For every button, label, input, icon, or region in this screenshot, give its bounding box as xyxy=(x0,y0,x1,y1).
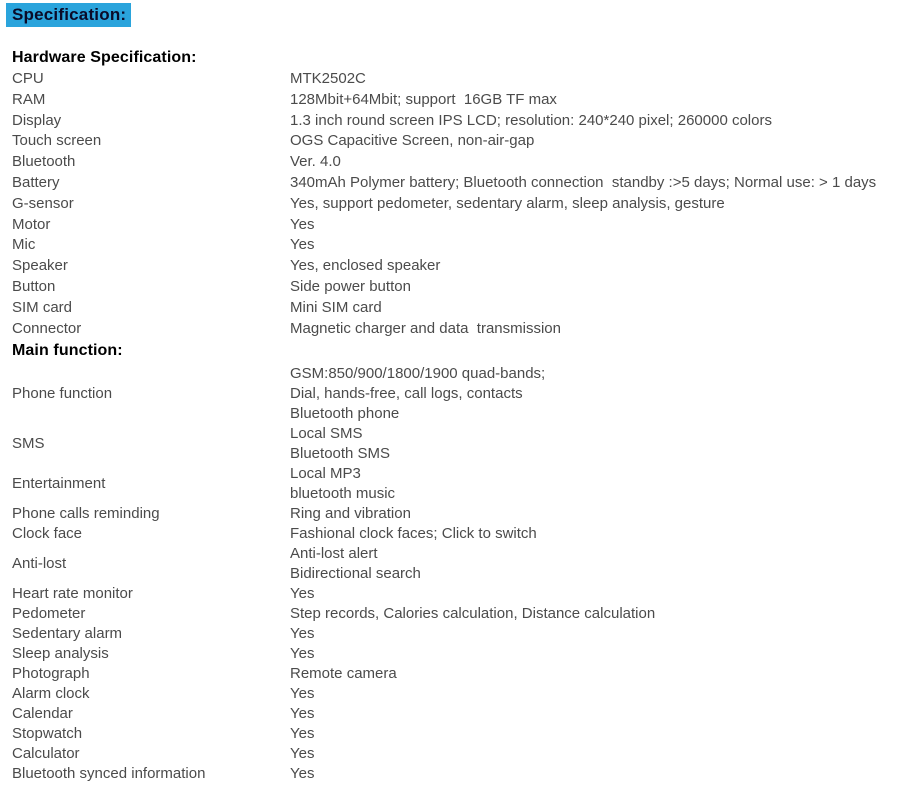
spec-row xyxy=(12,504,890,524)
spec-row xyxy=(12,524,890,544)
spec-row xyxy=(12,624,890,644)
spec-table xyxy=(12,364,890,784)
spec-label: Calendar xyxy=(12,705,73,723)
spec-value-line: GSM:850/900/1800/1900 quad-bands; xyxy=(290,365,546,383)
spec-row xyxy=(12,319,890,340)
spec-value xyxy=(290,194,890,215)
spec-value-line: Yes xyxy=(290,725,315,743)
spec-value xyxy=(290,544,890,584)
spec-label: Phone function xyxy=(12,385,113,403)
spec-value xyxy=(290,664,890,684)
spec-value xyxy=(290,584,890,604)
spec-row xyxy=(12,744,890,764)
spec-value-line: Yes xyxy=(290,625,315,643)
spec-label: Clock face xyxy=(12,525,83,543)
spec-value-line: Fashional clock faces; Click to switch xyxy=(290,525,537,543)
spec-row xyxy=(12,644,890,664)
spec-row xyxy=(12,111,890,132)
spec-label: Button xyxy=(12,277,56,295)
spec-label: Calculator xyxy=(12,745,80,763)
spec-label: Connector xyxy=(12,319,82,337)
spec-row xyxy=(12,604,890,624)
spec-value-line: Bluetooth SMS xyxy=(290,445,391,463)
spec-row xyxy=(12,724,890,744)
spec-value xyxy=(290,173,890,194)
spec-row xyxy=(12,90,890,111)
spec-value-line: MTK2502C xyxy=(290,70,366,87)
spec-value-line: Bluetooth phone xyxy=(290,405,400,423)
spec-value xyxy=(290,215,890,236)
page-title: Specification: xyxy=(6,3,131,27)
spec-value xyxy=(290,424,890,464)
spec-value-line: Bidirectional search xyxy=(290,565,421,583)
spec-row xyxy=(12,684,890,704)
spec-value-line: bluetooth music xyxy=(290,485,396,503)
spec-row xyxy=(12,131,890,152)
spec-row xyxy=(12,584,890,604)
spec-value xyxy=(290,644,890,664)
spec-row xyxy=(12,364,890,424)
spec-row xyxy=(12,298,890,319)
spec-label: Anti-lost xyxy=(12,555,67,573)
spec-row xyxy=(12,152,890,173)
spec-row xyxy=(12,424,890,464)
spec-row xyxy=(12,464,890,504)
spec-value-line: Yes xyxy=(290,745,315,763)
spec-row xyxy=(12,277,890,298)
spec-value xyxy=(290,152,890,173)
spec-value-line: Remote camera xyxy=(290,665,397,683)
spec-row xyxy=(12,704,890,724)
spec-label: SIM card xyxy=(12,298,73,316)
spec-label: Touch screen xyxy=(12,132,102,150)
spec-value-line: Yes xyxy=(290,645,315,663)
spec-value-line: Yes xyxy=(290,685,315,703)
spec-row xyxy=(12,764,890,784)
spec-label: Bluetooth synced information xyxy=(12,765,206,783)
spec-label: Motor xyxy=(12,215,51,233)
spec-label: Speaker xyxy=(12,257,68,275)
spec-label: Battery xyxy=(12,173,60,191)
spec-value xyxy=(290,524,890,544)
spec-value-line: 128Mbit+64Mbit; support 16GB TF max xyxy=(290,90,557,108)
spec-row xyxy=(12,256,890,277)
spec-value xyxy=(290,684,890,704)
spec-label: CPU xyxy=(12,70,44,87)
spec-value-line: Ring and vibration xyxy=(290,505,411,523)
spec-value xyxy=(290,724,890,744)
spec-value-line: 340mAh Polymer battery; Bluetooth connection standby :>5 days; Normal use: > 1 days xyxy=(290,173,877,191)
spec-label: Bluetooth xyxy=(12,153,76,171)
spec-label: RAM xyxy=(12,90,46,108)
spec-row xyxy=(12,173,890,194)
spec-label: Photograph xyxy=(12,665,90,683)
title-line xyxy=(12,3,890,27)
spec-value-line: Dial, hands-free, call logs, contacts xyxy=(290,385,523,403)
spec-value xyxy=(290,90,890,111)
spec-value xyxy=(290,69,890,90)
spec-value-line: Step records, Calories calculation, Distance calculation xyxy=(290,605,656,623)
spec-value-line: Yes xyxy=(290,705,315,723)
spec-value-line: Yes xyxy=(290,585,315,603)
spec-label: Heart rate monitor xyxy=(12,585,133,603)
spec-value xyxy=(290,604,890,624)
spec-label: Mic xyxy=(12,236,36,254)
spec-row xyxy=(12,215,890,236)
spec-value-line: Local MP3 xyxy=(290,465,361,483)
spec-value-line: Local SMS xyxy=(290,425,363,443)
spec-value xyxy=(290,464,890,504)
spec-value xyxy=(290,364,890,424)
spec-value-line: Side power button xyxy=(290,277,411,295)
spec-value xyxy=(290,298,890,319)
spec-row xyxy=(12,235,890,256)
spec-row xyxy=(12,544,890,584)
spec-value-line: Anti-lost alert xyxy=(290,545,378,563)
spec-row xyxy=(12,664,890,684)
spec-label: Display xyxy=(12,111,62,129)
spec-value xyxy=(290,504,890,524)
spec-label: Phone calls reminding xyxy=(12,505,160,523)
spec-value-line: 1.3 inch round screen IPS LCD; resolution: 240*240 pixel; 260000 colors xyxy=(290,111,772,129)
spec-value xyxy=(290,704,890,724)
spec-label: Sleep analysis xyxy=(12,645,109,663)
spec-value xyxy=(290,744,890,764)
spec-value-line: Yes, enclosed speaker xyxy=(290,257,441,275)
spec-value xyxy=(290,764,890,784)
spec-value-line: Mini SIM card xyxy=(290,298,382,316)
spec-value-line: Yes xyxy=(290,215,315,233)
spec-value-line: Yes, support pedometer, sedentary alarm, sleep analysis, gesture xyxy=(290,194,725,212)
spec-value xyxy=(290,277,890,298)
spec-label: SMS xyxy=(12,435,45,453)
spec-label: Stopwatch xyxy=(12,725,83,743)
spec-label: Alarm clock xyxy=(12,685,90,703)
spec-value xyxy=(290,624,890,644)
spec-label: Sedentary alarm xyxy=(12,625,123,643)
spec-value xyxy=(290,256,890,277)
spec-value-line: Yes xyxy=(290,765,315,783)
spec-value-line: Ver. 4.0 xyxy=(290,153,341,171)
spec-label: Entertainment xyxy=(12,475,106,493)
spec-label: G-sensor xyxy=(12,194,74,212)
spec-value-line: OGS Capacitive Screen, non-air-gap xyxy=(290,132,535,150)
section-heading: Hardware Specification: xyxy=(12,49,197,66)
spec-value xyxy=(290,235,890,256)
spec-value xyxy=(290,319,890,340)
spec-row xyxy=(12,69,890,90)
spec-row xyxy=(12,194,890,215)
spec-value xyxy=(290,111,890,132)
spec-label: Pedometer xyxy=(12,605,86,623)
spec-value xyxy=(290,131,890,152)
spec-value-line: Yes xyxy=(290,236,315,254)
spec-table xyxy=(12,69,890,339)
section-heading: Main function: xyxy=(12,342,123,360)
spec-value-line: Magnetic charger and data transmission xyxy=(290,319,561,337)
